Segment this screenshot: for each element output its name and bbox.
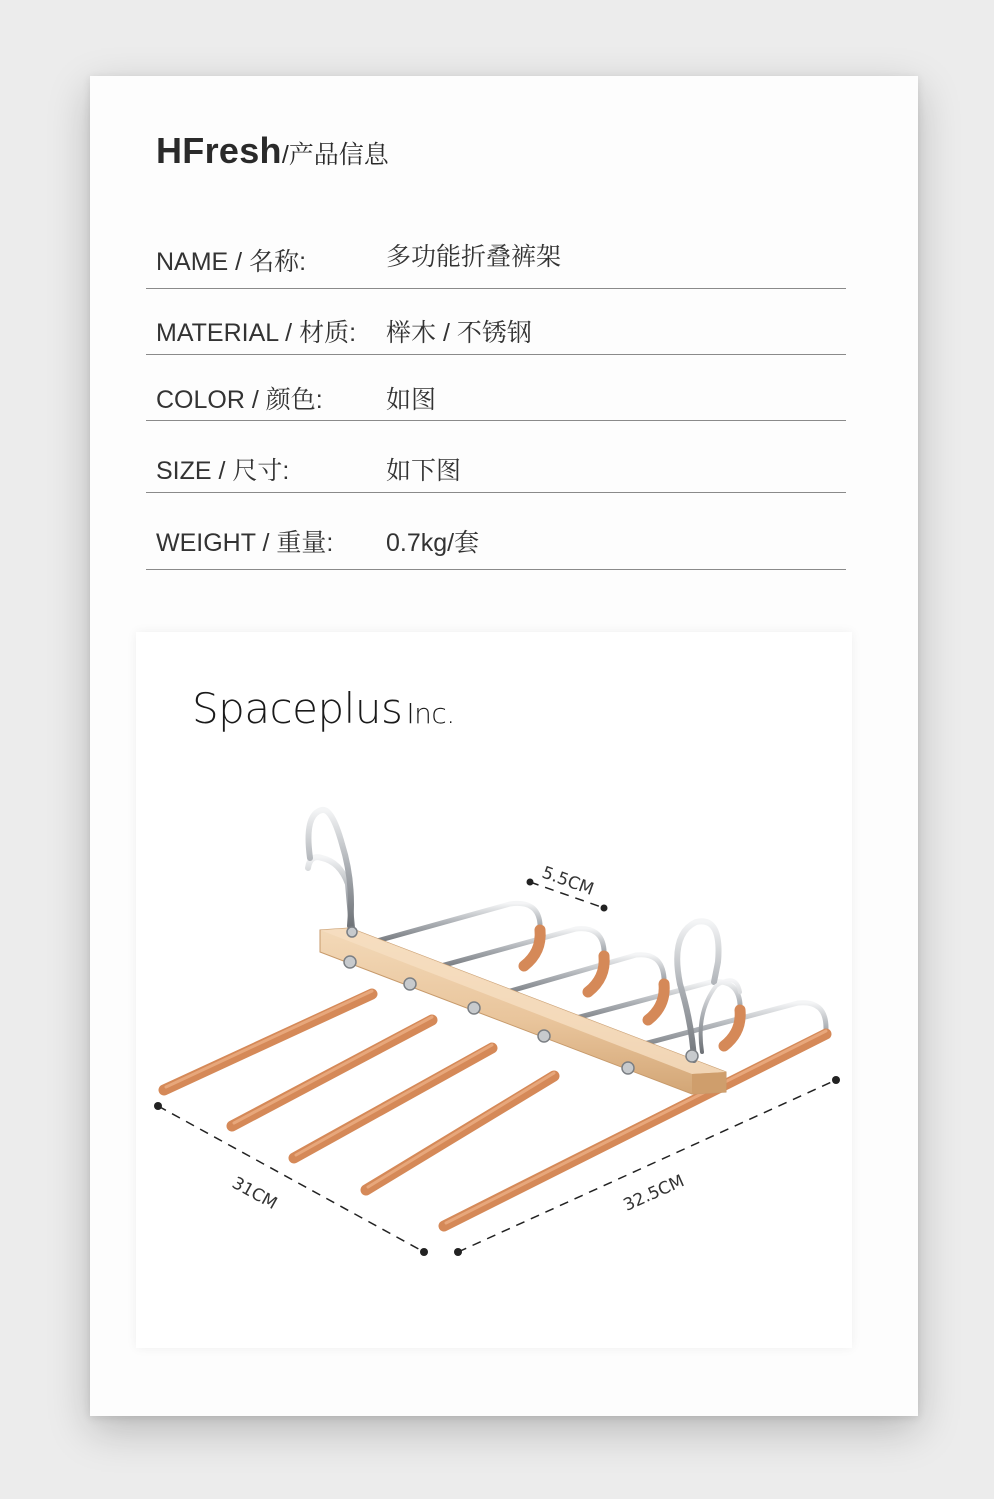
copper-rods <box>164 930 826 1226</box>
spec-row-weight <box>146 493 846 570</box>
spec-label: COLOR / 颜色: <box>156 386 323 414</box>
product-brand-logo: Spaceplus Inc. <box>192 684 455 733</box>
spec-row-color <box>146 355 846 421</box>
spec-value: 如图 <box>386 386 437 414</box>
spec-value: 榉木 / 不锈钢 <box>386 319 532 347</box>
spec-row-name <box>146 226 846 289</box>
spec-label: NAME / 名称: <box>156 248 307 276</box>
spec-value: 多功能折叠裤架 <box>386 243 562 271</box>
dimension-label-gap: 5.5CM <box>539 862 597 900</box>
product-photo <box>136 632 852 1348</box>
page-title <box>156 130 389 172</box>
folding-trouser-hanger-illustration <box>136 632 852 1348</box>
brand-name: HFresh <box>156 130 282 171</box>
dimension-label-depth: 32.5CM <box>620 1171 688 1216</box>
dimension-label-width: 31CM <box>228 1173 281 1215</box>
spec-value: 如下图 <box>386 457 462 485</box>
page-subtitle: /产品信息 <box>281 141 389 169</box>
spec-table <box>146 226 846 570</box>
hook-curve-left <box>309 810 352 926</box>
spec-label: WEIGHT / 重量: <box>156 529 334 557</box>
wooden-bar <box>320 928 726 1094</box>
spec-value: 0.7kg/套 <box>386 529 480 557</box>
spec-row-material <box>146 289 846 355</box>
spec-label: SIZE / 尺寸: <box>156 457 290 485</box>
spec-label: MATERIAL / 材质: <box>156 319 357 347</box>
spec-row-size <box>146 421 846 493</box>
product-info-card <box>90 76 918 1416</box>
